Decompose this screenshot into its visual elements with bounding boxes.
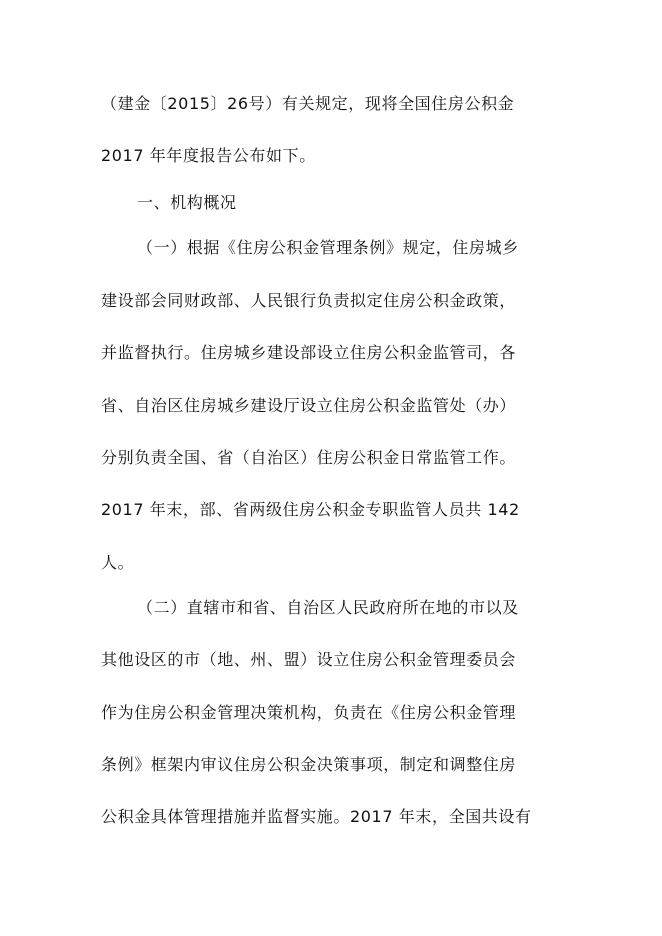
text-line-4: （一）根据《住房公积金管理条例》规定，住房城乡 xyxy=(137,238,519,257)
text-line-15: 公积金具体管理措施并监督实施。2017 年末，全国共设有 xyxy=(101,807,532,826)
text-line-1: （建金〔2015〕26号）有关规定，现将全国住房公积金 xyxy=(101,94,515,113)
text-line-12: 其他设区的市（地、州、盟）设立住房公积金管理委员会 xyxy=(101,650,517,669)
text-line-5: 建设部会同财政部、人民银行负责拟定住房公积金政策， xyxy=(101,291,517,310)
text-line-8: 分别负责全国、省（自治区）住房公积金日常监管工作。 xyxy=(101,448,517,467)
text-line-6: 并监督执行。住房城乡建设部设立住房公积金监管司，各 xyxy=(101,343,517,362)
text-line-9: 2017 年末，部、省两级住房公积金专职监管人员共 142 xyxy=(101,500,520,519)
text-line-14: 条例》框架内审议住房公积金决策事项，制定和调整住房 xyxy=(101,755,517,774)
section-heading: 一、机构概况 xyxy=(137,193,237,212)
text-line-2: 2017 年年度报告公布如下。 xyxy=(101,146,316,165)
text-line-7: 省、自治区住房城乡建设厅设立住房公积金监管处（办） xyxy=(101,396,517,415)
text-line-13: 作为住房公积金管理决策机构，负责在《住房公积金管理 xyxy=(101,703,517,722)
text-line-10: 人。 xyxy=(101,553,135,572)
text-line-11: （二）直辖市和省、自治区人民政府所在地的市以及 xyxy=(137,598,519,617)
